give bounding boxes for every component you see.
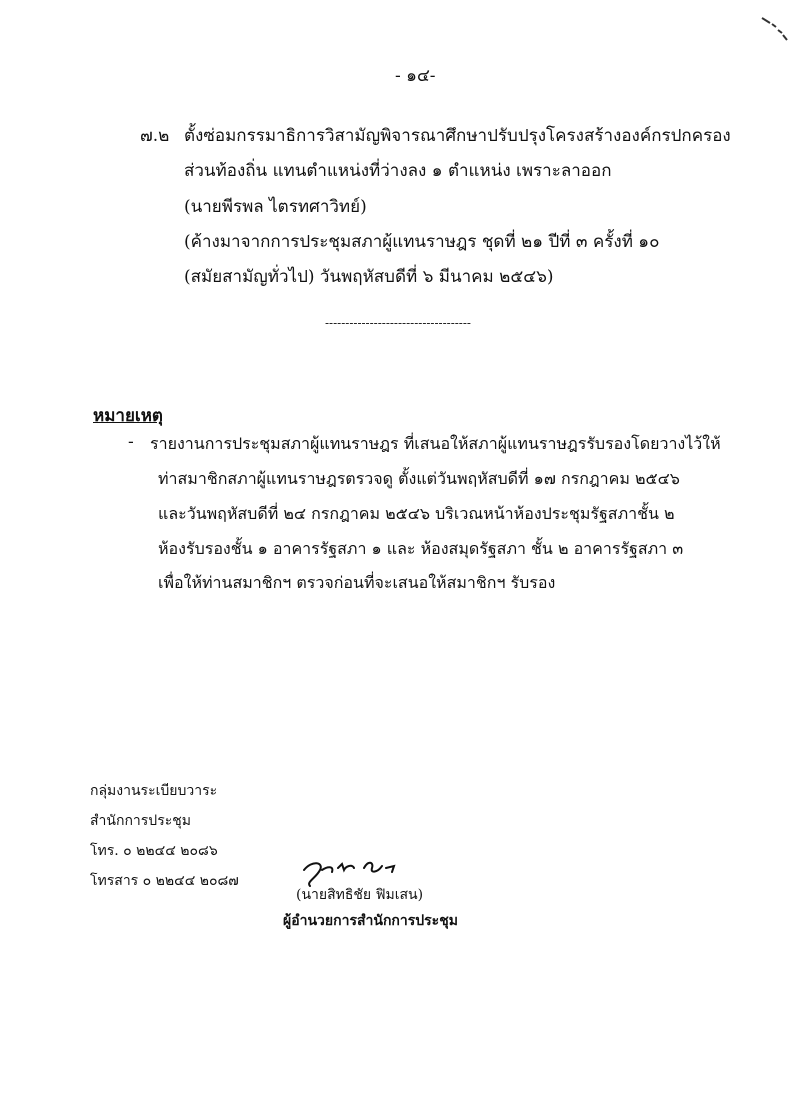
remarks-line: รายงานการประชุมสภาผู้แทนราษฎร ที่เสนอให้สภาผู้แทนราษฎรรับรองโดยวางไว้ให้ [150,434,721,453]
agenda-item-line: (สมัยสามัญทั่วไป) วันพฤหัสบดีที่ ๖ มีนาคม ๒๕๔๖) [184,267,554,287]
remarks-heading: หมายเหตุ [93,406,163,426]
remarks-line: ห้องรับรองชั้น ๑ อาคารรัฐสภา ๑ และ ห้องสมุดรัฐสภา ชั้น ๒ อาคารรัฐสภา ๓ [158,539,684,558]
agenda-item-number: ๗.๒ [140,126,170,146]
agenda-item-line: (ค้างมาจากการประชุมสภาผู้แทนราษฎร ชุดที่ ๒๑ ปีที่ ๓ ครั้งที่ ๑๐ [184,232,660,252]
remarks-line: และวันพฤหัสบดีที่ ๒๔ กรกฎาคม ๒๕๔๖ บริเวณหน้าห้องประชุมรัฐสภาชั้น ๒ [158,504,675,523]
scan-mark-icon [760,14,790,44]
footer-department: กลุ่มงานระเบียบวาระ [90,783,218,799]
footer-phone: โทร. ๐ ๒๒๔๔ ๒๐๘๖ [90,843,218,859]
footer-fax: โทรสาร ๐ ๒๒๔๔ ๒๐๘๗ [90,873,239,889]
agenda-item-line: (นายพีรพล ไตรทศาวิทย์) [184,197,367,217]
remarks-line: ท่าสมาชิกสภาผู้แทนราษฎรตรวจดู ตั้งแต่วันพฤหัสบดีที่ ๑๗ กรกฎาคม ๒๕๔๖ [158,469,680,488]
signatory-name: (นายสิทธิชัย ฟิมเสน) [296,887,424,903]
remarks-line: เพื่อให้ท่านสมาชิกฯ ตรวจก่อนที่จะเสนอให้สมาชิกฯ รับรอง [158,573,556,592]
footer-office: สำนักการประชุม [90,813,191,829]
agenda-item-line: ตั้งซ่อมกรรมาธิการวิสามัญพิจารณาศึกษาปรับปรุงโครงสร้างองค์กรปกครอง [184,126,731,146]
agenda-item-line: ส่วนท้องถิ่น แทนตำแหน่งที่ว่างลง ๑ ตำแหน่ง เพราะลาออก [184,161,612,181]
section-divider: ------------------------------------ [325,316,471,330]
page-number: - ๑๔- [395,66,436,86]
remarks-bullet: - [128,432,134,452]
signatory-position: ผู้อำนวยการสำนักการประชุม [283,913,458,929]
